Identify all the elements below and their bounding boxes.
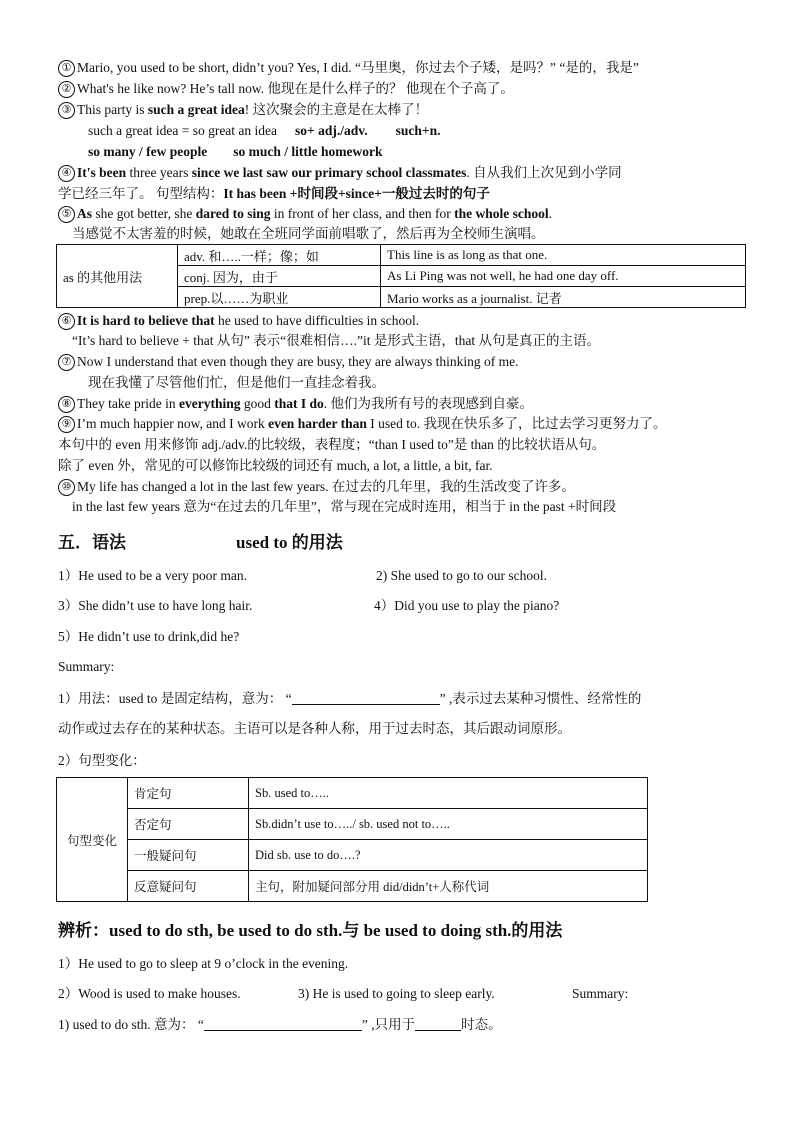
- s3-a: This party is: [77, 102, 148, 117]
- summary-1-b: ” ,表示过去某种习惯性、经常性的: [439, 691, 642, 706]
- sentence-5-translation: 当感觉不太害羞的时候，她敢在全班同学面前唱歌了，然后再为全校师生演唱。: [72, 226, 545, 241]
- example-4: 4）Did you use to play the piano?: [374, 598, 560, 613]
- pattern-type-1: 肯定句: [128, 778, 249, 809]
- s4-a: It's been: [77, 165, 127, 180]
- summary-1: [58, 689, 641, 709]
- pattern-form-2: Sb.didn’t use to…../ sb. used not to…..: [249, 809, 648, 840]
- so-much: so much / little homework: [233, 144, 383, 159]
- s5-d: in front of her class, and then for: [270, 206, 455, 221]
- pattern-form-3: Did sb. use to do….?: [249, 840, 648, 871]
- sentence-5: [58, 204, 552, 224]
- pattern-form-1: Sb. used to…..: [249, 778, 648, 809]
- summary-1-a: 1）用法：used to 是固定结构，意为： “: [58, 691, 292, 706]
- sentence-1: [58, 58, 639, 78]
- pattern-label: 句型变化: [57, 778, 128, 902]
- s8-c: good: [240, 396, 275, 411]
- sentence-10-note: in the last few years 意为“在过去的几年里”，常与现在完成时连用，相当于 in the past +时间段: [72, 499, 617, 514]
- s8-that: that I do: [274, 396, 324, 411]
- summary-label: Summary:: [58, 659, 115, 674]
- pattern-type-4: 反意疑问句: [128, 871, 249, 902]
- s5-f: .: [548, 206, 553, 221]
- s8-a: They take pride in: [77, 396, 179, 411]
- number-8: ⑧: [58, 396, 75, 413]
- sentence-7: [58, 352, 519, 372]
- section-5-title: used to 的用法: [236, 533, 343, 552]
- sentence-7-translation: 现在我懂了尽管他们忙，但是他们一直挂念着我。: [88, 375, 385, 390]
- number-1: ①: [58, 60, 75, 77]
- analysis-summary-c: 时态。: [461, 1017, 502, 1032]
- sentence-9-note-1: 本句中的 even 用来修饰 adj./adv.的比较级，表程度；“than I used to”是 than 的比较状语从句。: [58, 437, 606, 452]
- number-9: ⑨: [58, 416, 75, 433]
- as-usage-1: adv. 和…..一样；像；如: [178, 245, 381, 266]
- sentence-4: [58, 163, 622, 183]
- pattern-type-3: 一般疑问句: [128, 840, 249, 871]
- number-4: ④: [58, 165, 75, 182]
- s5-b: she got better, she: [92, 206, 196, 221]
- s9-a: I’m much happier now, and I work: [77, 416, 269, 431]
- s6-b: he used to have difficulties in school.: [214, 313, 420, 328]
- fill-blank-2[interactable]: [204, 1030, 362, 1031]
- as-table-header: as 的其他用法: [57, 245, 178, 308]
- sentence-6-note: “It’s hard to believe + that 从句” 表示“很难相信….”it 是形式主语，that 从句是真正的主语。: [72, 333, 601, 348]
- s5-as: As: [77, 206, 93, 221]
- s4-e: 学已经三年了。 句型结构：: [58, 186, 224, 201]
- as-example-1: This line is as long as that one.: [381, 245, 746, 266]
- so-many: so many / few people: [88, 144, 208, 159]
- as-example-2: As Li Ping was not well, he had one day off.: [381, 266, 746, 287]
- number-10: ⑩: [58, 479, 75, 496]
- number-3: ③: [58, 102, 75, 119]
- sentence-9-note-2: 除了 even 外，常见的可以修饰比较级的词还有 much, a lot, a little, a bit, far.: [58, 458, 493, 473]
- sentence-pattern-table: [56, 777, 648, 902]
- pattern-type-2: 否定句: [128, 809, 249, 840]
- such-so-line: [88, 121, 440, 141]
- s4-d: . 自从我们上次见到小学同: [466, 165, 622, 180]
- fill-blank-3[interactable]: [415, 1030, 461, 1031]
- analysis-summary-1: [58, 1015, 502, 1035]
- s9-c: I used to. 我现在快乐多了，比过去学习更努力了。: [366, 416, 667, 431]
- number-2: ②: [58, 81, 75, 98]
- example-1: 1）He used to be a very poor man.: [58, 568, 247, 583]
- analysis-example-1: 1）He used to go to sleep at 9 o’clock in the evening.: [58, 956, 349, 971]
- s7-text: Now I understand that even though they are busy, they are always thinking of me.: [77, 354, 519, 369]
- example-3: 3）She didn’t use to have long hair.: [58, 598, 253, 613]
- s4-c: since we last saw our primary school classmates: [191, 165, 467, 180]
- as-example-3: Mario works as a journalist. 记者: [381, 287, 746, 308]
- sentence-8: [58, 394, 533, 414]
- example-5: 5）He didn’t use to drink,did he?: [58, 629, 240, 644]
- such-n: such+n.: [395, 123, 441, 138]
- section-5-heading: [58, 528, 343, 553]
- s8-everything: everything: [178, 396, 241, 411]
- summary-2: 2）句型变化：: [58, 753, 146, 768]
- sentence-2-text: What's he like now? He’s tall now. 他现在是什么样子的？ 他现在个子高了。: [77, 81, 514, 96]
- number-7: ⑦: [58, 354, 75, 371]
- sentence-6: [58, 311, 419, 331]
- analysis-summary-a: 1) used to do sth. 意为： “: [58, 1017, 204, 1032]
- s3-c: ! 这次聚会的主意是在太棒了！: [244, 102, 429, 117]
- as-usage-3: prep.以……为职业: [178, 287, 381, 308]
- s9-even: even harder than: [268, 416, 367, 431]
- sentence-9: [58, 414, 666, 434]
- s4-b: three years: [126, 165, 192, 180]
- s5-dared: dared to sing: [195, 206, 271, 221]
- s8-e: . 他们为我所有号的表现感到自豪。: [323, 396, 533, 411]
- as-usage-2: conj. 因为，由于: [178, 266, 381, 287]
- s3-bold: such a great idea: [147, 102, 245, 117]
- fill-blank-1[interactable]: [292, 704, 440, 705]
- analysis-summary-label: Summary:: [572, 986, 629, 1001]
- s10-text: My life has changed a lot in the last few years. 在过去的几年里，我的生活改变了许多。: [77, 479, 575, 494]
- pattern-form-4: 主句，附加疑问部分用 did/didn’t+人称代词: [249, 871, 648, 902]
- s4-structure: It has been +时间段+since+一般过去时的句子: [223, 186, 490, 201]
- sentence-3: [58, 100, 428, 120]
- sentence-4-cont: [58, 184, 490, 204]
- such-so-text: such a great idea = so great an idea: [88, 123, 278, 138]
- sentence-10: [58, 477, 575, 497]
- sentence-2: [58, 79, 514, 99]
- s5-whole: the whole school: [454, 206, 549, 221]
- sentence-1-text: Mario, you used to be short, didn’t you? Yes, I did. “马里奥，你过去个子矮，是吗？” “是的，我是”: [77, 60, 639, 75]
- section-5-num: 五．语法: [58, 533, 126, 552]
- number-5: ⑤: [58, 206, 75, 223]
- analysis-summary-b: ” ,只用于: [361, 1017, 416, 1032]
- so-adj: so+ adj./adv.: [295, 123, 368, 138]
- analysis-example-2: 2）Wood is used to make houses.: [58, 986, 241, 1001]
- example-2: 2) She used to go to our school.: [376, 568, 547, 583]
- s6-bold: It is hard to believe that: [77, 313, 215, 328]
- so-many-line: [88, 142, 383, 162]
- summary-1-cont: 动作或过去存在的某种状态。主语可以是各种人称，用于过去时态，其后跟动词原形。: [58, 721, 571, 736]
- as-usage-table: [56, 244, 746, 308]
- analysis-heading: 辨析：used to do sth, be used to do sth.与 be used to doing sth.的用法: [58, 921, 563, 940]
- analysis-example-3: 3) He is used to going to sleep early.: [298, 986, 495, 1001]
- number-6: ⑥: [58, 313, 75, 330]
